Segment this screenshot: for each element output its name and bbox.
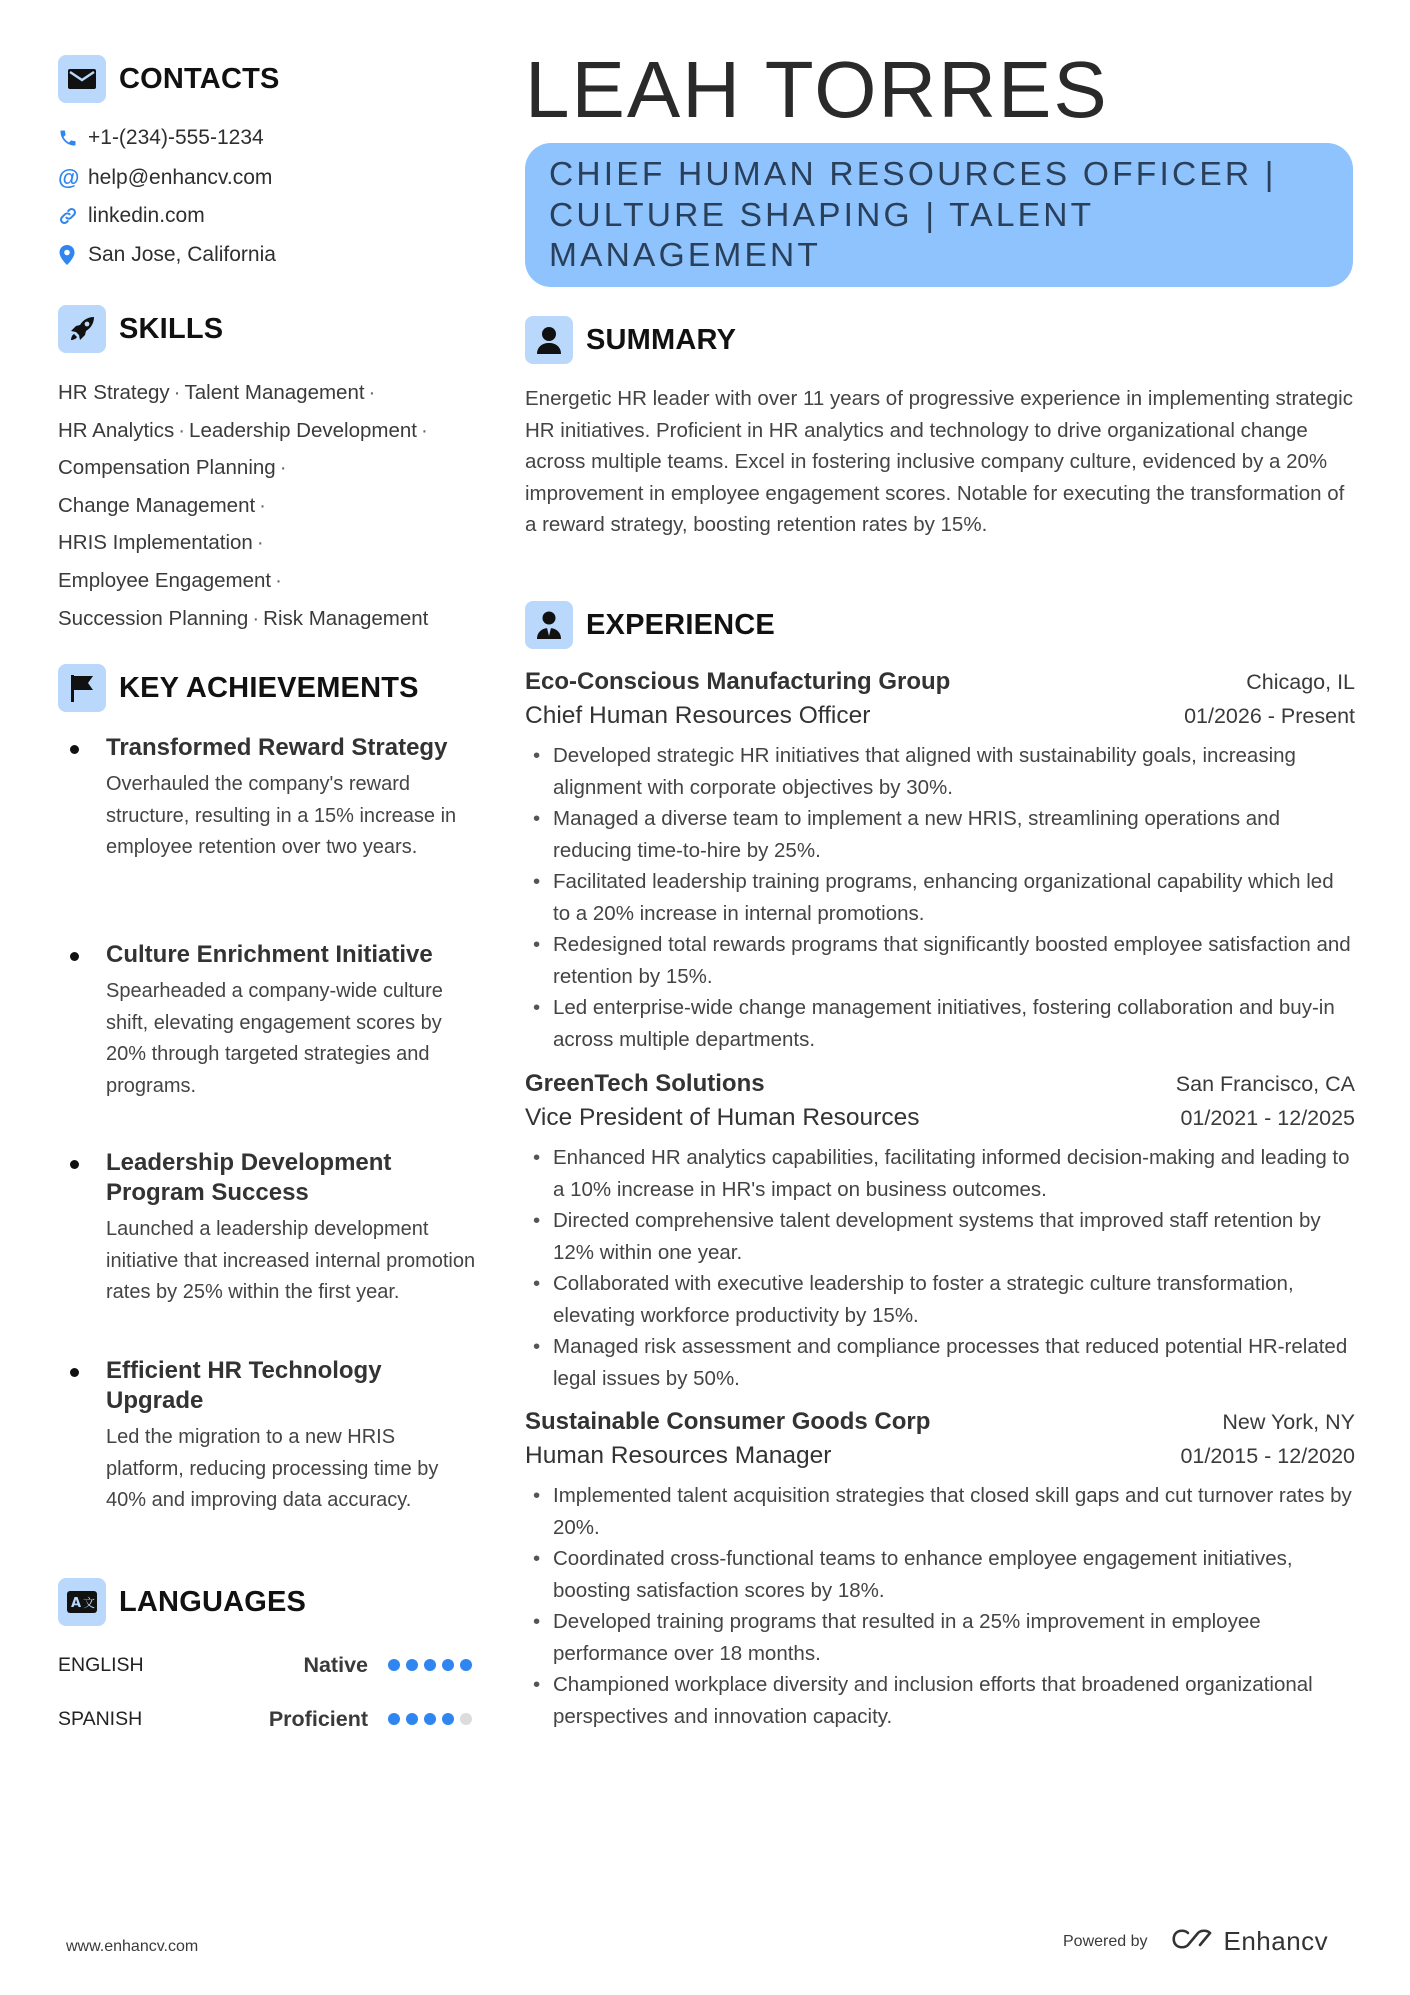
achievement-title: Leadership Development Program Success: [58, 1148, 478, 1208]
experience-title: EXPERIENCE: [586, 608, 775, 641]
skills-heading: [58, 305, 223, 353]
rating-dot-filled: [388, 1713, 400, 1725]
skill-item: HR Analytics: [58, 418, 175, 442]
rating-dot-filled: [424, 1659, 436, 1671]
phone-icon: [58, 128, 84, 148]
job-location: San Francisco, CA: [1175, 1072, 1355, 1096]
achievement-desc: Overhauled the company's reward structure, resulting in a 15% increase in employee retention over two years.: [106, 773, 457, 858]
job-bullet: • Developed strategic HR initiatives that aligned with sustainability goals, increasing alignment with corporate objectives by 30%.: [525, 740, 1355, 803]
rating-dot-filled: [406, 1713, 418, 1725]
job-role: Chief Human Resources Officer: [525, 702, 871, 729]
enhancv-logo-icon: [1170, 1927, 1216, 1956]
achievements-title: KEY ACHIEVEMENTS: [119, 671, 419, 704]
skill-item: Change Management: [58, 493, 256, 517]
language-name: ENGLISH: [58, 1653, 144, 1676]
languages-heading: [58, 1578, 306, 1626]
skill-item: Leadership Development: [189, 418, 417, 442]
job-bullet: • Implemented talent acquisition strategies that closed skill gaps and cut turnover rates by 20%.: [525, 1480, 1355, 1543]
job-dates: 01/2021 - 12/2025: [1180, 1106, 1355, 1130]
contact-location: [58, 243, 276, 267]
job-company: GreenTech Solutions: [525, 1070, 765, 1097]
envelope-icon: [58, 55, 106, 103]
achievement-item: [58, 733, 478, 864]
contact-email-text: help@enhancv.com: [88, 166, 273, 189]
achievement-item: [58, 940, 478, 1102]
skill-line: Employee Engagement ·: [58, 568, 282, 592]
skill-item: Succession Planning: [58, 606, 249, 630]
achievement-title: Transformed Reward Strategy: [58, 733, 478, 763]
title-line: CULTURE SHAPING | TALENT: [549, 196, 1095, 234]
achievement-item: [58, 1148, 478, 1309]
contact-email[interactable]: [58, 165, 272, 191]
job-entry: [525, 668, 1355, 1055]
achievements-heading: [58, 664, 419, 712]
language-name: SPANISH: [58, 1707, 143, 1730]
rocket-icon: [58, 305, 106, 353]
language-level: Proficient: [268, 1706, 368, 1731]
title-line: CHIEF HUMAN RESOURCES OFFICER |: [549, 156, 1277, 193]
contact-phone-text: +1-(234)-555-1234: [88, 126, 264, 149]
footer-branding[interactable]: [1063, 1926, 1328, 1957]
achievement-item: [58, 1356, 478, 1517]
contact-phone[interactable]: [58, 126, 264, 150]
job-bullets: [525, 1142, 1355, 1394]
title-line: MANAGEMENT: [549, 237, 822, 274]
powered-by-label: Powered by: [1063, 1932, 1148, 1950]
candidate-name: LEAH TORRES: [525, 45, 1109, 134]
achievement-desc: Led the migration to a new HRIS platform, reducing processing time by 40% and improving data accuracy.: [106, 1426, 439, 1511]
brand-name: Enhancv: [1223, 1926, 1329, 1956]
job-bullet: • Developed training programs that resulted in a 25% improvement in employee performance over 18 months.: [525, 1606, 1355, 1669]
job-bullet: • Coordinated cross-functional teams to enhance employee engagement initiatives, boosting satisfaction scores by 18%.: [525, 1543, 1355, 1606]
skill-item: HR Strategy: [58, 381, 170, 404]
rating-dot-filled: [388, 1659, 400, 1671]
skill-line: HRIS Implementation ·: [58, 531, 264, 555]
job-dates: 01/2026 - Present: [1184, 704, 1355, 728]
experience-heading: [525, 601, 775, 649]
job-bullet: • Enhanced HR analytics capabilities, facilitating informed decision-making and leading to a 10% increase in HR's impact on business outcomes.: [525, 1142, 1355, 1205]
achievement-title: Efficient HR Technology Upgrade: [58, 1356, 478, 1416]
contacts-heading: [58, 55, 280, 103]
job-bullet: • Redesigned total rewards programs that significantly boosted employee satisfaction and retention by 15%.: [525, 929, 1355, 992]
location-pin-icon: [58, 244, 84, 266]
skill-line: Change Management ·: [58, 493, 266, 517]
summary-title: SUMMARY: [586, 323, 737, 356]
job-bullets: [525, 740, 1355, 1055]
skill-item: Employee Engagement: [58, 568, 272, 592]
summary-text: Energetic HR leader with over 11 years of progressive experience in implementing strategic HR initiatives. Proficient in HR analytics and technology to drive organizational change across multiple teams. Excel in fostering inclusive company culture, evidenced by a 20% improvement in employee engagement scores. Notable for executing the transformation of a reward strategy, boosting retention rates by 15%.: [525, 387, 1353, 536]
job-entry: [525, 1408, 1355, 1732]
skill-line: Compensation Planning ·: [58, 456, 287, 480]
languages-title: LANGUAGES: [119, 1585, 307, 1618]
job-location: New York, NY: [1222, 1410, 1355, 1434]
job-bullet: • Facilitated leadership training programs, enhancing organizational capability which led to a 20% increase in internal promotions.: [525, 866, 1355, 929]
briefcase-user-icon: [525, 601, 573, 649]
contacts-title: CONTACTS: [119, 62, 280, 95]
job-role: Human Resources Manager: [525, 1442, 832, 1469]
job-company: Eco-Conscious Manufacturing Group: [525, 668, 951, 695]
achievement-desc: Spearheaded a company-wide culture shift, elevating engagement scores by 20% through targeted strategies and programs.: [106, 980, 443, 1097]
rating-dot-filled: [424, 1713, 436, 1725]
language-row: [58, 1705, 472, 1733]
job-bullet: • Managed risk assessment and compliance processes that reduced potential HR-related legal issues by 50%.: [525, 1331, 1355, 1394]
rating-dot-filled: [460, 1659, 472, 1671]
rating-dot-empty: [460, 1713, 472, 1725]
achievement-title: Culture Enrichment Initiative: [58, 940, 478, 970]
language-row: [58, 1651, 472, 1679]
title-band: [525, 143, 1353, 287]
translate-icon: [58, 1578, 106, 1626]
skill-item: HRIS Implementation: [58, 531, 253, 555]
skills-list: [58, 374, 478, 637]
skill-item: Talent Management: [184, 381, 365, 404]
at-icon: @: [58, 165, 80, 190]
link-icon: [58, 206, 84, 226]
job-location: Chicago, IL: [1246, 670, 1355, 694]
skills-title: SKILLS: [119, 312, 224, 345]
contact-location-text: San Jose, California: [88, 243, 276, 266]
flag-icon: [58, 664, 106, 712]
svg-text:A: A: [71, 1596, 82, 1611]
footer-website-link[interactable]: www.enhancv.com: [66, 1938, 199, 1955]
achievement-desc: Launched a leadership development initiative that increased internal promotion rates by 25% within the first year.: [106, 1218, 476, 1303]
job-bullet: • Championed workplace diversity and inclusion efforts that broadened organizational perspectives and innovation capacity.: [525, 1669, 1355, 1732]
skill-line: HR Analytics · Leadership Development ·: [58, 418, 428, 442]
job-bullet: • Managed a diverse team to implement a new HRIS, streamlining operations and reducing time-to-hire by 25%.: [525, 803, 1355, 866]
language-rating: [388, 1659, 472, 1671]
job-dates: 01/2015 - 12/2020: [1180, 1444, 1355, 1468]
user-icon: [525, 316, 573, 364]
summary-heading: [525, 316, 736, 364]
skill-line: Succession Planning · Risk Management: [58, 606, 429, 630]
rating-dot-filled: [442, 1713, 454, 1725]
job-bullet: • Directed comprehensive talent development systems that improved staff retention by 12% within one year.: [525, 1205, 1355, 1268]
job-bullet: • Collaborated with executive leadership to foster a strategic culture transformation, elevating workforce productivity by 15%.: [525, 1268, 1355, 1331]
svg-text:文: 文: [83, 1596, 96, 1610]
contact-linkedin[interactable]: [58, 204, 205, 228]
job-company: Sustainable Consumer Goods Corp: [525, 1408, 931, 1435]
skill-item: Risk Management: [263, 606, 429, 630]
language-level: Native: [303, 1652, 368, 1677]
job-bullet: • Led enterprise-wide change management initiatives, fostering collaboration and buy-in across multiple departments.: [525, 992, 1355, 1055]
job-entry: [525, 1070, 1355, 1394]
job-role: Vice President of Human Resources: [525, 1104, 920, 1131]
rating-dot-filled: [442, 1659, 454, 1671]
job-bullets: [525, 1480, 1355, 1732]
rating-dot-filled: [406, 1659, 418, 1671]
contact-linkedin-text: linkedin.com: [88, 204, 205, 227]
skill-item: Compensation Planning: [58, 456, 276, 480]
language-rating: [388, 1713, 472, 1725]
skill-line: HR Strategy · Talent Management ·: [58, 381, 376, 404]
